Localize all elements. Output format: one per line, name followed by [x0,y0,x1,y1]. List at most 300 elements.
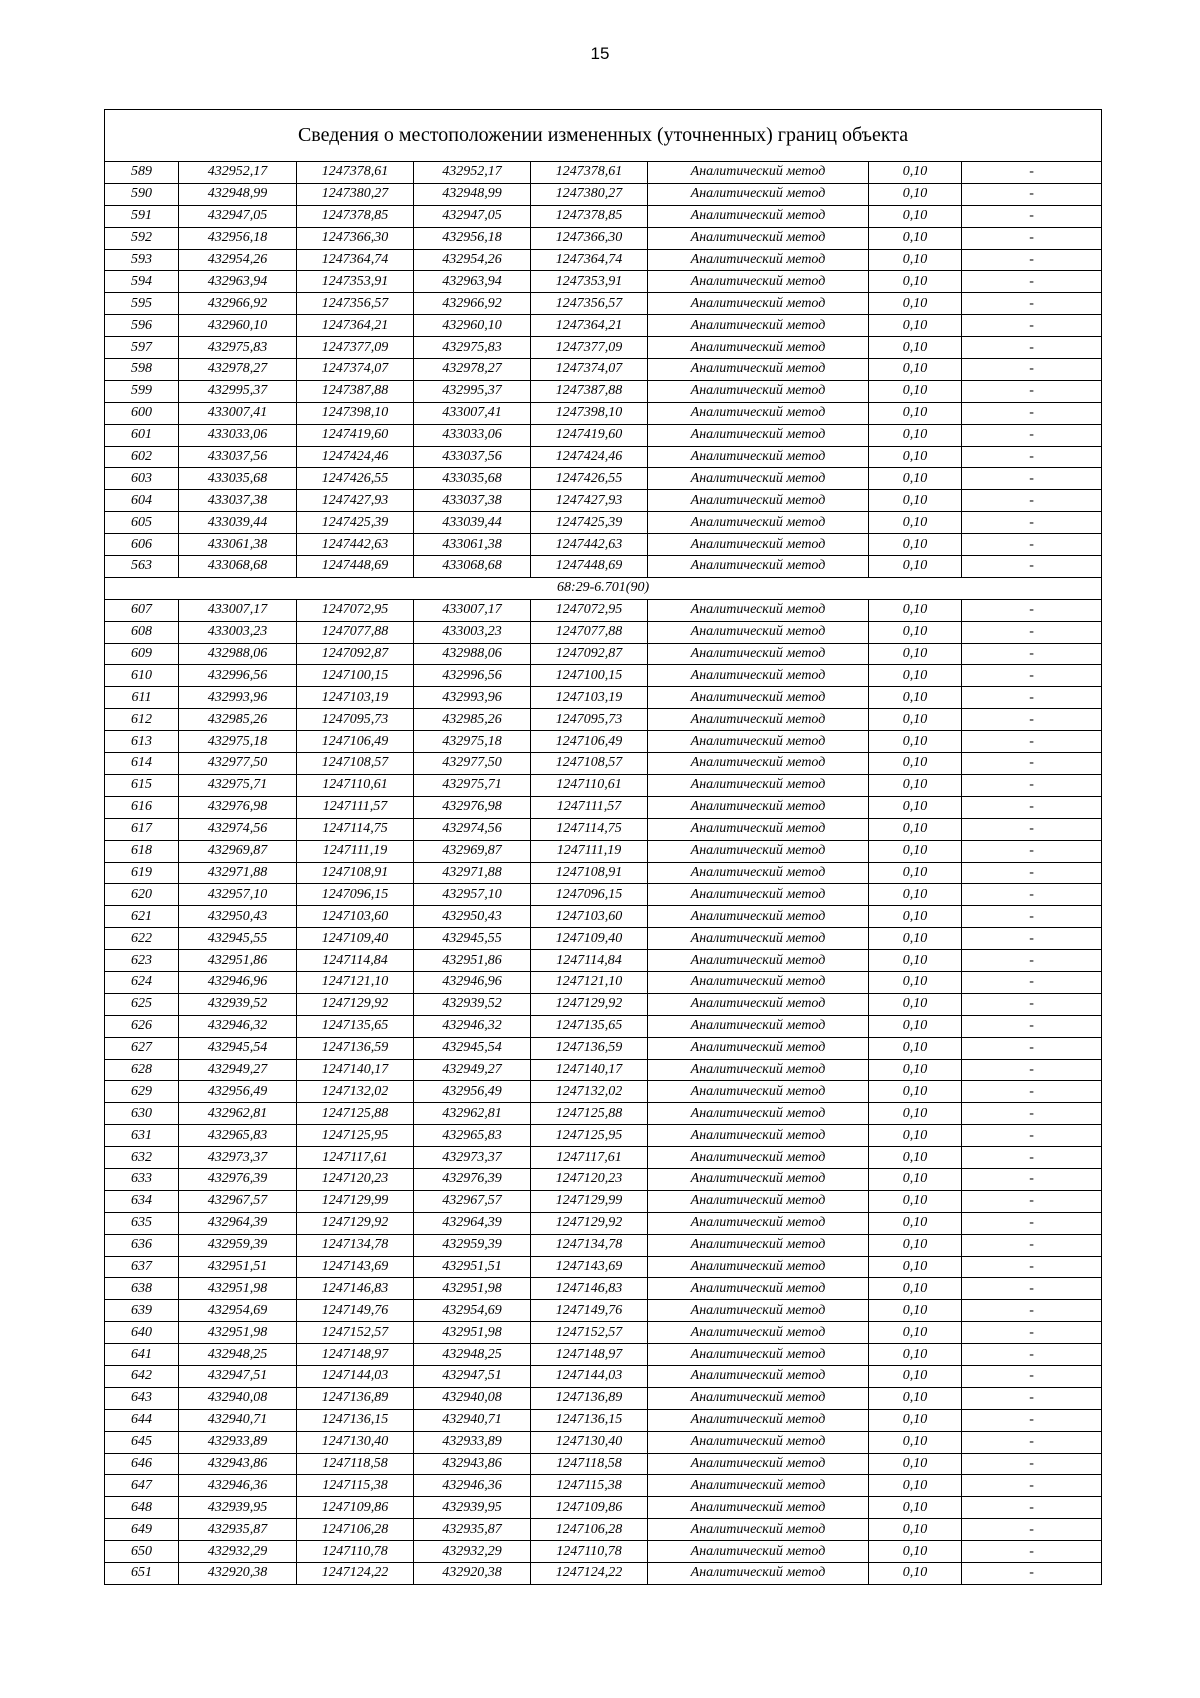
y-old-cell: 1247111,57 [297,796,414,818]
point-number-cell: 621 [105,906,179,928]
accuracy-cell: 0,10 [869,1190,962,1212]
method-cell: Аналитический метод [648,1081,869,1103]
method-cell: Аналитический метод [648,687,869,709]
table-row [105,928,1102,950]
x-old-cell: 432947,51 [179,1365,297,1387]
x-old-cell: 432996,56 [179,665,297,687]
y-old-cell: 1247110,61 [297,774,414,796]
note-cell: - [962,468,1102,490]
point-number-cell: 633 [105,1168,179,1190]
x-old-cell: 432951,86 [179,950,297,972]
x-old-cell: 432975,71 [179,774,297,796]
table-row [105,1125,1102,1147]
method-cell: Аналитический метод [648,1278,869,1300]
y-new-cell: 1247129,92 [531,993,648,1015]
table-row [105,1497,1102,1519]
y-new-cell: 1247109,40 [531,928,648,950]
point-number-cell: 608 [105,621,179,643]
x-new-cell: 432959,39 [414,1234,531,1256]
note-cell: - [962,1234,1102,1256]
point-number-cell: 630 [105,1103,179,1125]
page-number: 15 [590,44,610,63]
method-cell: Аналитический метод [648,446,869,468]
y-new-cell: 1247387,88 [531,380,648,402]
y-old-cell: 1247366,30 [297,227,414,249]
y-new-cell: 1247109,86 [531,1497,648,1519]
accuracy-cell: 0,10 [869,512,962,534]
x-old-cell: 432940,71 [179,1409,297,1431]
table-row [105,1081,1102,1103]
y-new-cell: 1247108,57 [531,753,648,775]
x-new-cell: 432977,50 [414,753,531,775]
point-number-cell: 640 [105,1322,179,1344]
y-old-cell: 1247111,19 [297,840,414,862]
y-new-cell: 1247114,75 [531,818,648,840]
x-old-cell: 432960,10 [179,315,297,337]
x-old-cell: 432951,98 [179,1322,297,1344]
y-old-cell: 1247129,99 [297,1190,414,1212]
y-new-cell: 1247114,84 [531,950,648,972]
note-cell: - [962,1059,1102,1081]
note-cell: - [962,446,1102,468]
note-cell: - [962,665,1102,687]
x-old-cell: 432976,98 [179,796,297,818]
x-new-cell: 432945,55 [414,928,531,950]
note-cell: - [962,1300,1102,1322]
note-cell: - [962,906,1102,928]
accuracy-cell: 0,10 [869,1278,962,1300]
note-cell: - [962,1256,1102,1278]
method-cell: Аналитический метод [648,1563,869,1585]
table-row [105,468,1102,490]
accuracy-cell: 0,10 [869,556,962,578]
accuracy-cell: 0,10 [869,1387,962,1409]
accuracy-cell: 0,10 [869,906,962,928]
x-new-cell: 432988,06 [414,643,531,665]
y-old-cell: 1247152,57 [297,1322,414,1344]
note-cell: - [962,359,1102,381]
table-row [105,687,1102,709]
accuracy-cell: 0,10 [869,1212,962,1234]
accuracy-cell: 0,10 [869,424,962,446]
note-cell: - [962,183,1102,205]
accuracy-cell: 0,10 [869,1037,962,1059]
method-cell: Аналитический метод [648,1497,869,1519]
y-old-cell: 1247129,92 [297,1212,414,1234]
note-cell: - [962,862,1102,884]
point-number-cell: 594 [105,271,179,293]
point-number-cell: 626 [105,1015,179,1037]
method-cell: Аналитический метод [648,599,869,621]
x-new-cell: 432978,27 [414,359,531,381]
x-new-cell: 432940,08 [414,1387,531,1409]
y-old-cell: 1247114,75 [297,818,414,840]
note-cell: - [962,753,1102,775]
accuracy-cell: 0,10 [869,687,962,709]
y-old-cell: 1247374,07 [297,359,414,381]
method-cell: Аналитический метод [648,359,869,381]
x-new-cell: 432975,71 [414,774,531,796]
table-row [105,1256,1102,1278]
point-number-cell: 642 [105,1365,179,1387]
y-old-cell: 1247148,97 [297,1344,414,1366]
y-old-cell: 1247144,03 [297,1365,414,1387]
y-new-cell: 1247136,89 [531,1387,648,1409]
method-cell: Аналитический метод [648,621,869,643]
point-number-cell: 649 [105,1519,179,1541]
x-new-cell: 432947,51 [414,1365,531,1387]
table-row [105,1453,1102,1475]
accuracy-cell: 0,10 [869,950,962,972]
y-old-cell: 1247109,86 [297,1497,414,1519]
x-new-cell: 432966,92 [414,293,531,315]
x-new-cell: 433068,68 [414,556,531,578]
method-cell: Аналитический метод [648,402,869,424]
section-label: 68:29-6.701(90) [105,577,1102,599]
y-old-cell: 1247130,40 [297,1431,414,1453]
table-row [105,1475,1102,1497]
method-cell: Аналитический метод [648,512,869,534]
y-new-cell: 1247144,03 [531,1365,648,1387]
table-row [105,1300,1102,1322]
point-number-cell: 648 [105,1497,179,1519]
table-row [105,1322,1102,1344]
note-cell: - [962,621,1102,643]
accuracy-cell: 0,10 [869,1103,962,1125]
note-cell: - [962,1431,1102,1453]
method-cell: Аналитический метод [648,1190,869,1212]
note-cell: - [962,490,1102,512]
table-row [105,1059,1102,1081]
y-new-cell: 1247129,99 [531,1190,648,1212]
y-old-cell: 1247108,57 [297,753,414,775]
method-cell: Аналитический метод [648,731,869,753]
y-old-cell: 1247125,95 [297,1125,414,1147]
x-old-cell: 432971,88 [179,862,297,884]
note-cell: - [962,1081,1102,1103]
note-cell: - [962,1190,1102,1212]
table-row [105,1409,1102,1431]
table-row [105,402,1102,424]
x-old-cell: 432974,56 [179,818,297,840]
y-old-cell: 1247149,76 [297,1300,414,1322]
x-new-cell: 432946,96 [414,971,531,993]
note-cell: - [962,380,1102,402]
point-number-cell: 632 [105,1147,179,1169]
x-new-cell: 432951,86 [414,950,531,972]
point-number-cell: 647 [105,1475,179,1497]
note-cell: - [962,1475,1102,1497]
x-new-cell: 432933,89 [414,1431,531,1453]
y-new-cell: 1247140,17 [531,1059,648,1081]
table-row [105,1365,1102,1387]
x-new-cell: 432956,18 [414,227,531,249]
x-new-cell: 432951,98 [414,1278,531,1300]
accuracy-cell: 0,10 [869,862,962,884]
method-cell: Аналитический метод [648,1168,869,1190]
table-row [105,315,1102,337]
table-row [105,534,1102,556]
y-old-cell: 1247103,19 [297,687,414,709]
y-new-cell: 1247135,65 [531,1015,648,1037]
x-new-cell: 432946,32 [414,1015,531,1037]
y-old-cell: 1247096,15 [297,884,414,906]
point-number-cell: 641 [105,1344,179,1366]
accuracy-cell: 0,10 [869,1322,962,1344]
table-row [105,818,1102,840]
accuracy-cell: 0,10 [869,183,962,205]
accuracy-cell: 0,10 [869,993,962,1015]
method-cell: Аналитический метод [648,1256,869,1278]
y-old-cell: 1247106,28 [297,1519,414,1541]
accuracy-cell: 0,10 [869,665,962,687]
accuracy-cell: 0,10 [869,1475,962,1497]
y-old-cell: 1247108,91 [297,862,414,884]
point-number-cell: 615 [105,774,179,796]
y-new-cell: 1247077,88 [531,621,648,643]
point-number-cell: 634 [105,1190,179,1212]
note-cell: - [962,249,1102,271]
table-row [105,1563,1102,1585]
y-old-cell: 1247115,38 [297,1475,414,1497]
x-old-cell: 432957,10 [179,884,297,906]
accuracy-cell: 0,10 [869,1256,962,1278]
table-row [105,796,1102,818]
y-old-cell: 1247095,73 [297,709,414,731]
y-new-cell: 1247380,27 [531,183,648,205]
x-new-cell: 433035,68 [414,468,531,490]
y-old-cell: 1247136,89 [297,1387,414,1409]
note-cell: - [962,1409,1102,1431]
table-row [105,643,1102,665]
accuracy-cell: 0,10 [869,1409,962,1431]
accuracy-cell: 0,10 [869,359,962,381]
note-cell: - [962,731,1102,753]
x-old-cell: 432975,83 [179,337,297,359]
method-cell: Аналитический метод [648,337,869,359]
x-new-cell: 433007,17 [414,599,531,621]
method-cell: Аналитический метод [648,884,869,906]
x-old-cell: 433037,38 [179,490,297,512]
method-cell: Аналитический метод [648,971,869,993]
x-new-cell: 432949,27 [414,1059,531,1081]
x-old-cell: 432964,39 [179,1212,297,1234]
accuracy-cell: 0,10 [869,468,962,490]
x-new-cell: 433003,23 [414,621,531,643]
method-cell: Аналитический метод [648,271,869,293]
point-number-cell: 623 [105,950,179,972]
note-cell: - [962,971,1102,993]
method-cell: Аналитический метод [648,468,869,490]
point-number-cell: 645 [105,1431,179,1453]
accuracy-cell: 0,10 [869,928,962,950]
method-cell: Аналитический метод [648,1344,869,1366]
x-old-cell: 433035,68 [179,468,297,490]
y-new-cell: 1247448,69 [531,556,648,578]
method-cell: Аналитический метод [648,1387,869,1409]
x-old-cell: 432945,54 [179,1037,297,1059]
x-old-cell: 433068,68 [179,556,297,578]
y-old-cell: 1247364,74 [297,249,414,271]
note-cell: - [962,1541,1102,1563]
note-cell: - [962,1344,1102,1366]
point-number-cell: 598 [105,359,179,381]
accuracy-cell: 0,10 [869,271,962,293]
method-cell: Аналитический метод [648,490,869,512]
method-cell: Аналитический метод [648,1103,869,1125]
y-new-cell: 1247106,49 [531,731,648,753]
method-cell: Аналитический метод [648,993,869,1015]
x-old-cell: 432993,96 [179,687,297,709]
y-old-cell: 1247110,78 [297,1541,414,1563]
table-row [105,1387,1102,1409]
x-old-cell: 432947,05 [179,205,297,227]
y-old-cell: 1247136,15 [297,1409,414,1431]
y-old-cell: 1247377,09 [297,337,414,359]
method-cell: Аналитический метод [648,183,869,205]
note-cell: - [962,424,1102,446]
y-old-cell: 1247140,17 [297,1059,414,1081]
x-new-cell: 432975,83 [414,337,531,359]
y-old-cell: 1247353,91 [297,271,414,293]
y-old-cell: 1247114,84 [297,950,414,972]
y-old-cell: 1247120,23 [297,1168,414,1190]
x-old-cell: 433033,06 [179,424,297,446]
note-cell: - [962,993,1102,1015]
y-old-cell: 1247121,10 [297,971,414,993]
y-old-cell: 1247118,58 [297,1453,414,1475]
method-cell: Аналитический метод [648,1365,869,1387]
x-old-cell: 432939,95 [179,1497,297,1519]
method-cell: Аналитический метод [648,774,869,796]
x-old-cell: 432920,38 [179,1563,297,1585]
table-row [105,446,1102,468]
y-old-cell: 1247072,95 [297,599,414,621]
x-old-cell: 432954,26 [179,249,297,271]
accuracy-cell: 0,10 [869,971,962,993]
table-row [105,971,1102,993]
point-number-cell: 611 [105,687,179,709]
accuracy-cell: 0,10 [869,1497,962,1519]
note-cell: - [962,818,1102,840]
table-row [105,1190,1102,1212]
note-cell: - [962,687,1102,709]
table-row [105,906,1102,928]
accuracy-cell: 0,10 [869,1168,962,1190]
note-cell: - [962,1147,1102,1169]
table-row [105,1431,1102,1453]
accuracy-cell: 0,10 [869,643,962,665]
section-row [105,577,1102,599]
x-old-cell: 432962,81 [179,1103,297,1125]
y-new-cell: 1247121,10 [531,971,648,993]
table-header-row [105,110,1102,162]
y-new-cell: 1247111,57 [531,796,648,818]
x-new-cell: 432940,71 [414,1409,531,1431]
table-row [105,359,1102,381]
point-number-cell: 636 [105,1234,179,1256]
y-new-cell: 1247120,23 [531,1168,648,1190]
x-old-cell: 433003,23 [179,621,297,643]
note-cell: - [962,950,1102,972]
x-old-cell: 432952,17 [179,162,297,184]
accuracy-cell: 0,10 [869,1453,962,1475]
table-row [105,1037,1102,1059]
table-row [105,556,1102,578]
table-row [105,183,1102,205]
point-number-cell: 613 [105,731,179,753]
method-cell: Аналитический метод [648,709,869,731]
y-old-cell: 1247117,61 [297,1147,414,1169]
method-cell: Аналитический метод [648,249,869,271]
x-new-cell: 432948,25 [414,1344,531,1366]
note-cell: - [962,1103,1102,1125]
x-old-cell: 432975,18 [179,731,297,753]
point-number-cell: 602 [105,446,179,468]
y-new-cell: 1247427,93 [531,490,648,512]
x-old-cell: 432950,43 [179,906,297,928]
x-new-cell: 433037,56 [414,446,531,468]
method-cell: Аналитический метод [648,818,869,840]
x-old-cell: 433037,56 [179,446,297,468]
y-new-cell: 1247152,57 [531,1322,648,1344]
y-old-cell: 1247427,93 [297,490,414,512]
x-new-cell: 432964,39 [414,1212,531,1234]
point-number-cell: 610 [105,665,179,687]
x-old-cell: 432954,69 [179,1300,297,1322]
y-new-cell: 1247124,22 [531,1563,648,1585]
accuracy-cell: 0,10 [869,1081,962,1103]
accuracy-cell: 0,10 [869,249,962,271]
table-row [105,1147,1102,1169]
accuracy-cell: 0,10 [869,796,962,818]
x-new-cell: 432939,95 [414,1497,531,1519]
method-cell: Аналитический метод [648,1475,869,1497]
point-number-cell: 631 [105,1125,179,1147]
accuracy-cell: 0,10 [869,1059,962,1081]
accuracy-cell: 0,10 [869,1563,962,1585]
note-cell: - [962,1453,1102,1475]
method-cell: Аналитический метод [648,840,869,862]
x-old-cell: 432976,39 [179,1168,297,1190]
x-old-cell: 432956,49 [179,1081,297,1103]
x-new-cell: 432956,49 [414,1081,531,1103]
accuracy-cell: 0,10 [869,1519,962,1541]
x-new-cell: 432948,99 [414,183,531,205]
point-number-cell: 563 [105,556,179,578]
table-row [105,1015,1102,1037]
y-old-cell: 1247100,15 [297,665,414,687]
method-cell: Аналитический метод [648,1431,869,1453]
x-new-cell: 432993,96 [414,687,531,709]
y-new-cell: 1247092,87 [531,643,648,665]
note-cell: - [962,1125,1102,1147]
x-new-cell: 432967,57 [414,1190,531,1212]
table-row [105,1344,1102,1366]
y-new-cell: 1247356,57 [531,293,648,315]
table-row [105,753,1102,775]
point-number-cell: 593 [105,249,179,271]
y-new-cell: 1247136,59 [531,1037,648,1059]
point-number-cell: 627 [105,1037,179,1059]
x-old-cell: 432969,87 [179,840,297,862]
note-cell: - [962,1497,1102,1519]
y-old-cell: 1247378,61 [297,162,414,184]
x-old-cell: 433061,38 [179,534,297,556]
point-number-cell: 620 [105,884,179,906]
point-number-cell: 650 [105,1541,179,1563]
note-cell: - [962,1519,1102,1541]
